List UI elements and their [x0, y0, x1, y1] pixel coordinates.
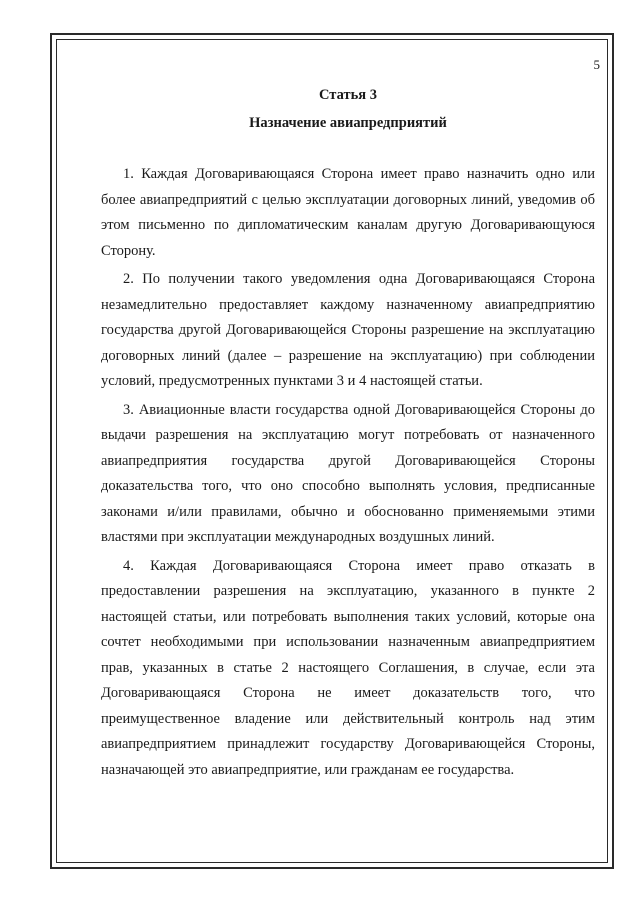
article-paragraphs: [101, 162, 595, 783]
article-title: Назначение авиапредприятий: [249, 115, 447, 131]
article-number: Статья 3: [319, 87, 377, 103]
paragraph-2: 2. По получении такого уведомления одна Договаривающаяся Сторона незамедлительно предоставляет каждому назначенному авиапредприятию государства другой Договаривающейся Стороны разрешение на эксплуатацию договорных линий (далее – разрешение на эксплуатацию) при соблюдении условий, предусмотренных пунктами 3 и 4 настоящей статьи.: [101, 271, 595, 389]
paragraph-4: 4. Каждая Договаривающаяся Сторона имеет право отказать в предоставлении разрешения на эксплуатацию, указанного в пункте 2 настоящей статьи, или потребовать выполнения таких условий, которые она сочтет необходимыми при использовании назначенным авиапредприятием прав, указанных в статье 2 настоящего Соглашения, в случае, если эта Договаривающаяся Сторона не имеет доказательств того, что преимущественное владение или действительный контроль над этим авиапредприятием принадлежит государству Договаривающейся Стороны, назначающей это авиапредприятие, или гражданам ее государства.: [101, 557, 595, 778]
paragraph-1: 1. Каждая Договаривающаяся Сторона имеет право назначить одно или более авиапредприятий с целью эксплуатации договорных линий, уведомив об этом письменно по дипломатическим каналам другую Договаривающуюся Сторону.: [101, 166, 595, 259]
document-body: [101, 84, 595, 786]
paragraph-3: 3. Авиационные власти государства одной Договаривающейся Стороны до выдачи разрешения на эксплуатацию могут потребовать от назначенного авиапредприятия государства другой Договаривающейся Стороны доказательства того, что оно способно выполнять условия, предписанные законами и/или правилами, обычно и обоснованно применяемыми этими властями при эксплуатации международных воздушных линий.: [101, 401, 595, 545]
page-number: 5: [593, 57, 600, 72]
